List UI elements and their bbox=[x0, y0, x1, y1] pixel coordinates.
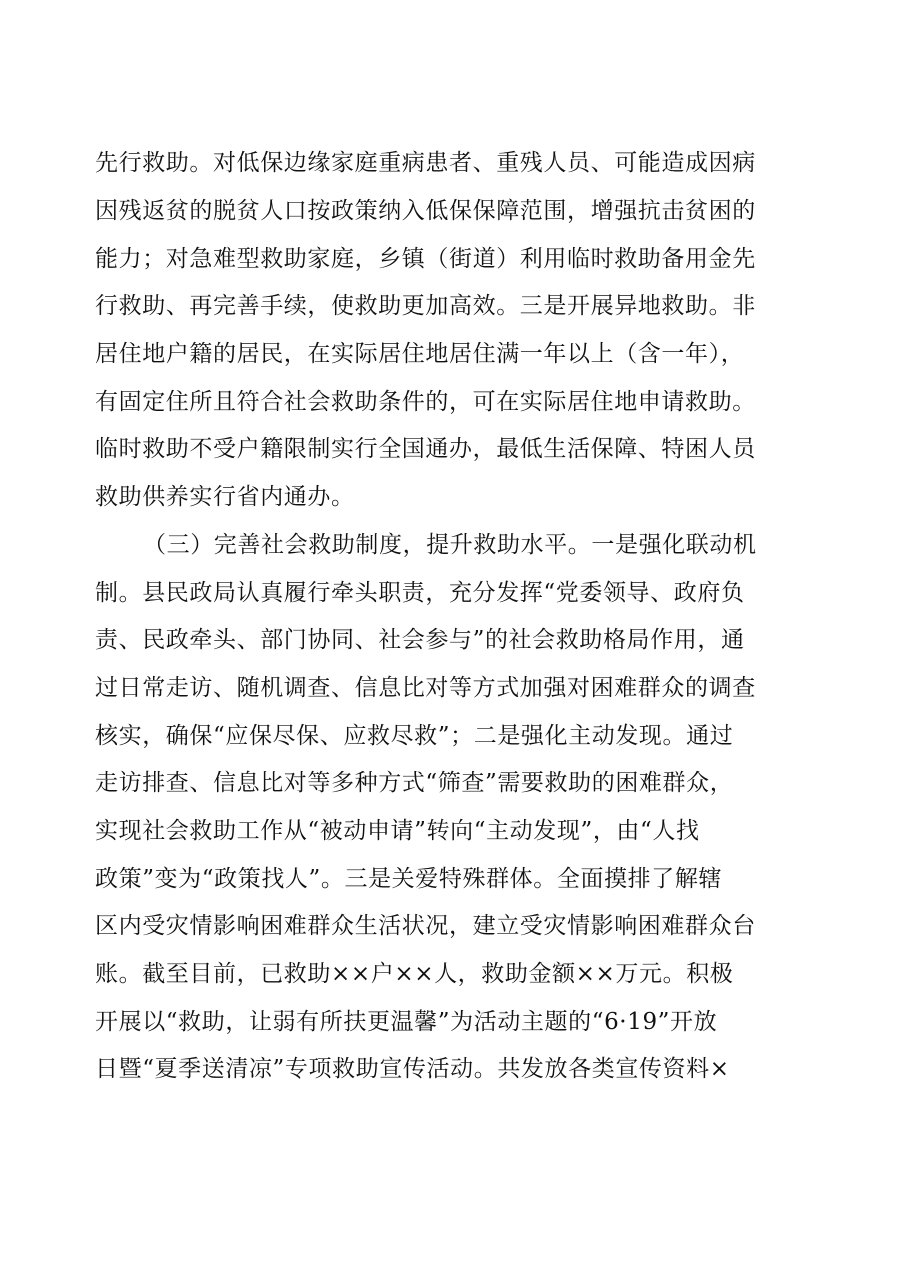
text-line: 居住地户籍的居民，在实际居住地居住满一年以上（含一年）， bbox=[95, 341, 745, 367]
text-line: 政策”变为“政策找人”。三是关爱特殊群体。全面摸排了解辖 bbox=[95, 866, 723, 892]
text-line: 因残返贫的脱贫人口按政策纳入低保保障范围，增强抗击贫困的 bbox=[95, 198, 756, 224]
text-line: 开展以“救助，让弱有所扶更温馨”为活动主题的“6·19”开放 bbox=[95, 1009, 718, 1035]
text-line: 先行救助。对低保边缘家庭重病患者、重残人员、可能造成因病 bbox=[95, 150, 756, 176]
text-line: 制。县民政局认真履行牵头职责，充分发挥“党委领导、政府负 bbox=[95, 580, 745, 606]
text-line: 临时救助不受户籍限制实行全国通办，最低生活保障、特困人员 bbox=[95, 436, 756, 462]
text-line: 核实，确保“应保尽保、应救尽救”；二是强化主动发现。通过 bbox=[95, 723, 734, 749]
text-line: 账。截至目前，已救助××户××人，救助金额××万元。积极 bbox=[95, 961, 734, 987]
text-line: 行救助、再完善手续，使救助更加高效。三是开展异地救助。非 bbox=[95, 293, 756, 319]
text-line: 实现社会救助工作从“被动申请”转向“主动发现”，由“人找 bbox=[95, 818, 700, 844]
text-line: 走访排查、信息比对等多种方式“筛查”需要救助的困难群众， bbox=[95, 770, 734, 796]
text-line: 能力；对急难型救助家庭，乡镇（街道）利用临时救助备用金先 bbox=[95, 246, 756, 272]
text-line: 过日常走访、随机调查、信息比对等方式加强对困难群众的调查 bbox=[95, 675, 756, 701]
section-heading-line: （三）完善社会救助制度，提升救助水平。一是强化联动机 bbox=[143, 532, 757, 558]
text-line: 有固定住所且符合社会救助条件的，可在实际居住地申请救助。 bbox=[95, 389, 756, 415]
text-line: 责、民政牵头、部门协同、社会参与”的社会救助格局作用，通 bbox=[95, 627, 745, 653]
text-line: 区内受灾情影响困难群众生活状况，建立受灾情影响困难群众台 bbox=[95, 913, 756, 939]
text-line: 日暨“夏季送清凉”专项救助宣传活动。共发放各类宣传资料× bbox=[95, 1056, 730, 1082]
text-line: 救助供养实行省内通办。 bbox=[95, 484, 355, 510]
